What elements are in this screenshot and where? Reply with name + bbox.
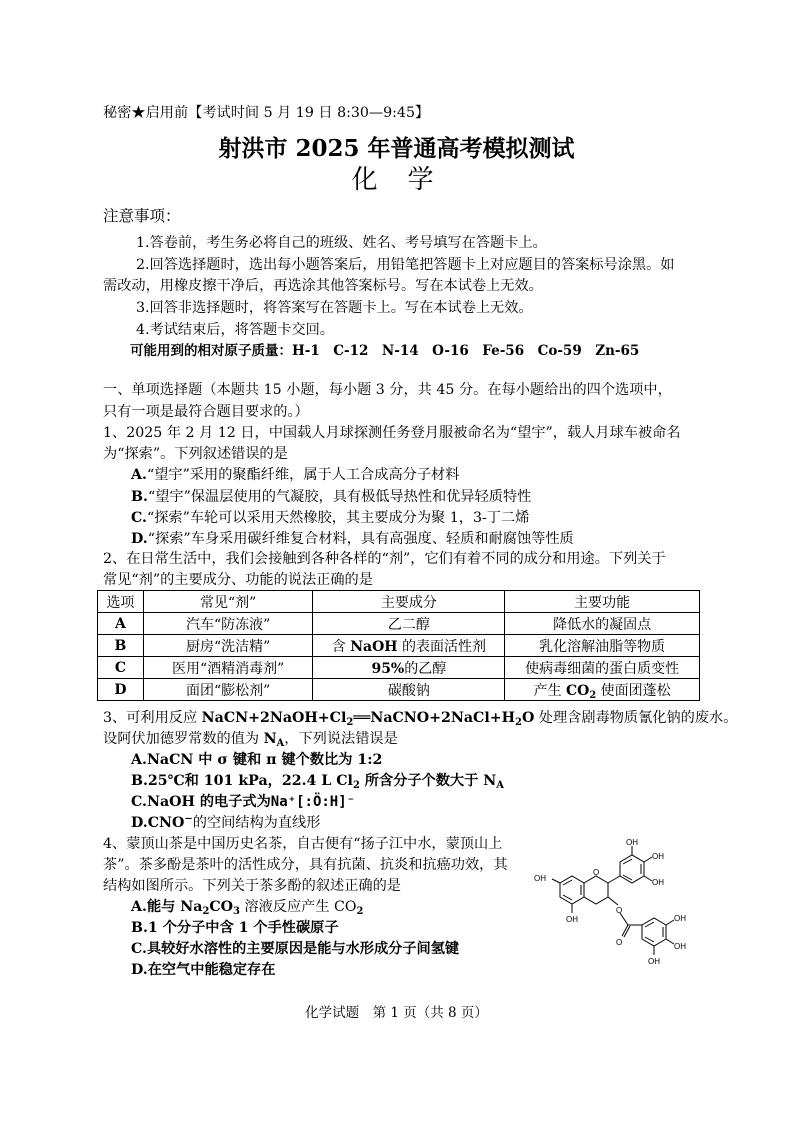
q3-stem-line2: 设阿伏加德罗常数的值为 $N_A$，下列说法错误是	[103, 731, 398, 749]
subject-title: 化学	[351, 165, 464, 195]
table-cell-agent: 厨房“洗洁精”	[143, 635, 313, 657]
section-1-line2: 只有一项是最符合题目要求的。）	[103, 404, 309, 420]
q3-option-d: D.CNO−的空间结构为直线形	[131, 813, 321, 831]
table-cell-option: A	[98, 613, 144, 635]
table-row	[98, 613, 700, 635]
table-header-cell: 选项	[98, 591, 144, 613]
table-row	[98, 679, 700, 701]
label-o: O	[616, 906, 623, 915]
q3-option-b: B.25℃和 101 kPa，22.4 L $Cl_2$ 所含分子个数大于 $N_A$	[131, 773, 504, 791]
label-o: O	[616, 938, 623, 947]
table-cell-agent: 汽车“防冻液”	[143, 613, 313, 635]
q2-stem-line1: 2、在日常生活中，我们会接触到各种各样的“剂”，它们有着不同的成分和用途。下列关于	[103, 551, 666, 567]
atomic-mass-line: 可能用到的相对原子质量：H-1 C-12 N-14 O-16 Fe-56 Co-59 Zn-65	[130, 343, 640, 359]
bond-oh	[666, 920, 674, 925]
q1-option-d: D.“探索”车身采用碳纤维复合材料，具有高强度、轻质和耐腐蚀等性质	[131, 531, 574, 547]
ring-b-double	[623, 875, 632, 880]
notice-heading: 注意事项：	[103, 207, 181, 225]
table-cell-component: 碳酸钠	[313, 679, 505, 701]
table-cell-function: 降低水的凝固点	[505, 613, 700, 635]
table-cell-option: C	[98, 657, 144, 679]
table-cell-agent: 面团“膨松剂”	[143, 679, 313, 701]
table-header-cell: 主要功能	[505, 591, 700, 613]
notice-item-1: 1.答卷前，考生务必将自己的班级、姓名、考号填写在答题卡上。	[136, 235, 547, 251]
table-cell-component: 95%的乙醇	[313, 657, 505, 679]
table-row	[98, 635, 700, 657]
table-header-cell: 常见“剂”	[143, 591, 313, 613]
label-oh: OH	[626, 838, 638, 847]
label-oh: OH	[566, 915, 578, 924]
notice-item-2-line1: 2.回答选择题时，选出每小题答案后，用铅笔把答题卡上对应题目的答案标号涂黑。如	[136, 257, 675, 273]
page-footer: 化学试题 第 1 页（共 8 页）	[305, 1005, 488, 1021]
q4-option-d: D.在空气中能稳定存在	[131, 962, 276, 978]
label-oh: OH	[674, 914, 686, 923]
notice-item-2-line2: 需改动，用橡皮擦干净后，再选涂其他答案标号。写在本试卷上无效。	[103, 278, 543, 294]
table-header-row	[98, 591, 700, 613]
table-header-cell: 主要成分	[313, 591, 505, 613]
page-title: 射洪市 2025 年普通高考模拟测试	[218, 135, 575, 162]
table-cell-agent: 医用“酒精消毒剂”	[143, 657, 313, 679]
q4-stem-line2: 茶”。茶多酚是茶叶的活性成分，具有抗菌、抗炎和抗癌功效，其	[103, 857, 508, 873]
electron-formula: Na⁺[:Ö:H]⁻	[270, 794, 356, 810]
bond-c2-b	[608, 876, 620, 883]
table-cell-function: 产生 $CO_2$ 使面团蓬松	[505, 679, 700, 701]
label-oh: OH	[534, 874, 546, 883]
q4-stem-line3: 结构如图所示。下列关于茶多酚的叙述正确的是	[103, 878, 401, 894]
notice-item-3: 3.回答非选择题时，将答案写在答题卡上。写在本试卷上无效。	[136, 300, 533, 316]
q3-stem-line1: 3、可利用反应 $NaCN+2NaOH+Cl_2══NaCNO+2NaCl+H_2O$ 处理含剧毒物质氰化钠的废水。	[103, 710, 738, 728]
notice-item-4: 4.考试结束后，将答题卡交回。	[136, 322, 334, 338]
label-oh: OH	[652, 878, 664, 887]
q1-option-a: A.“望宇”采用的聚酯纤维，属于人工合成高分子材料	[131, 467, 460, 483]
q1-option-b: B.“望宇”保温层使用的气凝胶，具有极低导热性和优异轻质特性	[131, 489, 532, 505]
label-oh: OH	[674, 942, 686, 951]
table-cell-function: 使病毒细菌的蛋白质变性	[505, 657, 700, 679]
bond-oh	[644, 876, 652, 881]
label-o: O	[593, 868, 600, 877]
table-cell-option: D	[98, 679, 144, 701]
bond-oh	[552, 879, 560, 883]
table-cell-option: B	[98, 635, 144, 657]
section-1-line1: 一、单项选择题（本题共 15 小题，每小题 3 分，共 45 分。在每小题给出的四个选项中，	[103, 382, 672, 398]
ring-c	[584, 876, 608, 904]
q1-stem-line1: 1、2025 年 2 月 12 日，中国载人月球探测任务登月服被命名为“望宇”，载人月球车被命名	[103, 425, 681, 441]
secret-line: 秘密★启用前【考试时间 5 月 19 日 8:30—9:45】	[103, 105, 430, 121]
table-cell-component: 乙二醇	[313, 613, 505, 635]
label-oh: OH	[652, 852, 664, 861]
tea-polyphenol-structure	[530, 835, 700, 977]
q3-option-a: A.NaCN 中 σ 键和 π 键个数比为 1:2	[131, 752, 383, 768]
q1-stem-line2: 为“探索”。下列叙述错误的是	[103, 446, 288, 462]
q4-option-c: C.具较好水溶性的主要原因是能与水形成分子间氢键	[131, 941, 460, 957]
bond-oh	[644, 857, 652, 862]
q2-table	[97, 590, 700, 701]
label-oh: OH	[648, 957, 660, 966]
q2-stem-line2: 常见“剂”的主要成分、功能的说法正确的是	[103, 572, 373, 588]
q4-option-a: A.能与 $Na_2CO_3$ 溶液反应产生 $CO_2$	[131, 899, 364, 917]
q4-option-b: B.1 个分子中含 1 个手性碳原子	[131, 920, 339, 936]
bond-oh	[666, 939, 674, 944]
q4-stem-line1: 4、蒙顶山茶是中国历史名茶，自古便有“扬子江中水，蒙顶山上	[103, 836, 503, 852]
q3-option-c: C.NaOH 的电子式为Na⁺[:Ö:H]⁻	[131, 794, 356, 810]
bond-ester	[608, 897, 618, 905]
q1-option-c: C.“探索”车轮可以采用天然橡胶，其主要成分为聚 1，3-丁二烯	[131, 510, 530, 526]
table-cell-component: 含 NaOH 的表面活性剂	[313, 635, 505, 657]
table-row	[98, 657, 700, 679]
table-cell-function: 乳化溶解油脂等物质	[505, 635, 700, 657]
